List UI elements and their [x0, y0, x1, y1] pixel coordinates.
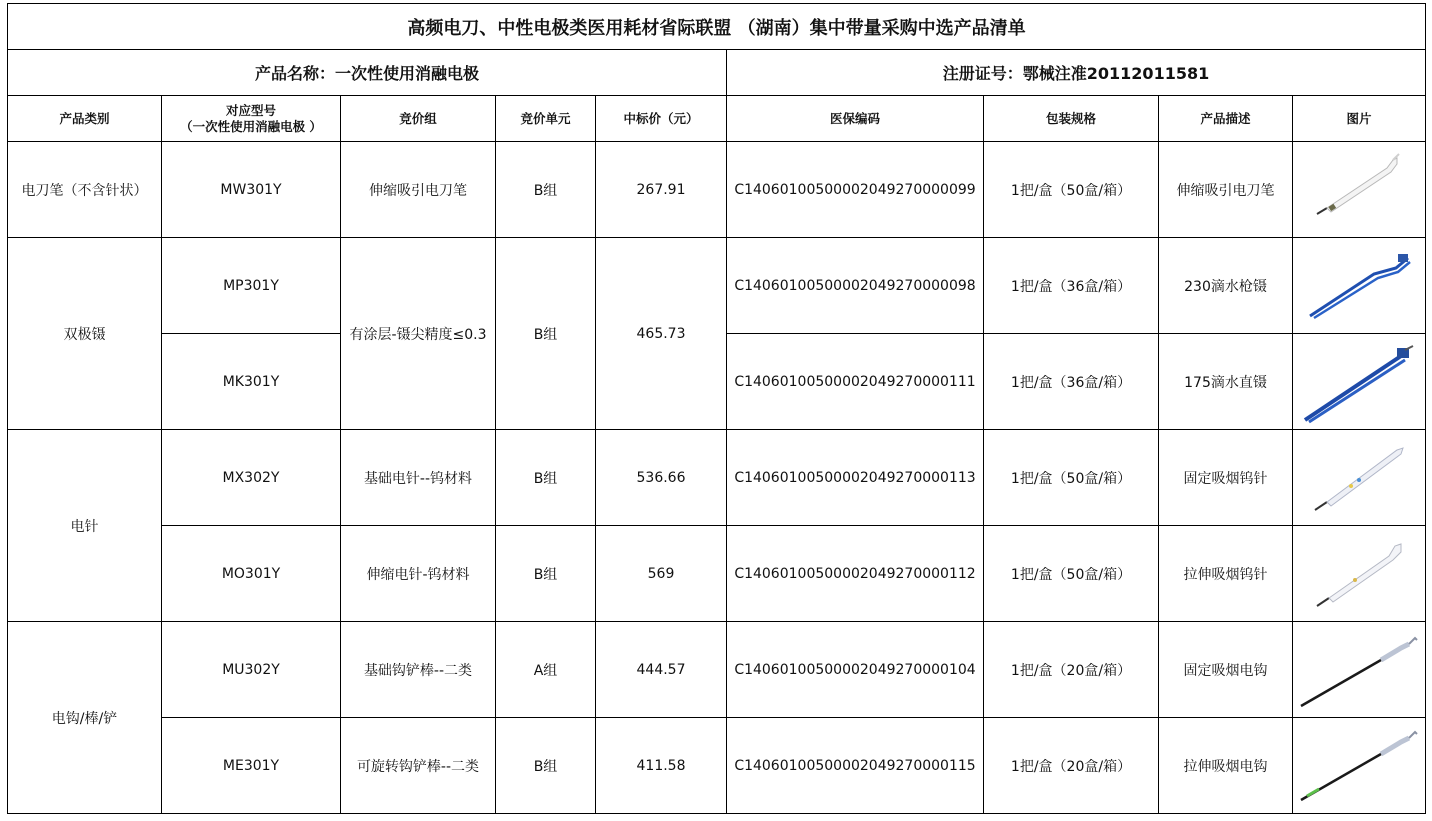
header-insurance-code: 医保编码 — [727, 96, 984, 142]
bid-unit-cell: B组 — [496, 430, 596, 526]
packaging-cell: 1把/盒（20盒/箱） — [984, 622, 1159, 718]
table-row — [8, 430, 1426, 526]
blue-straight-forceps-icon — [1301, 340, 1417, 424]
bid-group-cell: 基础钩铲棒--二类 — [341, 622, 496, 718]
table-row — [8, 622, 1426, 718]
description-cell: 拉伸吸烟电钩 — [1159, 718, 1293, 814]
table-row — [8, 142, 1426, 238]
insurance-code-cell: C14060100500002049270000115 — [727, 718, 984, 814]
header-category: 产品类别 — [8, 96, 162, 142]
header-description: 产品描述 — [1159, 96, 1293, 142]
registration-number: 注册证号：鄂械注准20112011581 — [727, 50, 1426, 96]
price-cell: 444.57 — [596, 622, 727, 718]
table-row — [8, 526, 1426, 622]
bid-group-cell: 伸缩电针-钨材料 — [341, 526, 496, 622]
product-name-label: 产品名称：一次性使用消融电极 — [8, 50, 727, 96]
model-cell: MO301Y — [162, 526, 341, 622]
bid-unit-cell: B组 — [496, 526, 596, 622]
description-cell: 230滴水枪镊 — [1159, 238, 1293, 334]
bid-unit-cell: A组 — [496, 622, 596, 718]
description-cell: 固定吸烟电钩 — [1159, 622, 1293, 718]
price-cell: 267.91 — [596, 142, 727, 238]
blue-bayonet-forceps-icon — [1304, 246, 1414, 326]
header-bid-unit: 竞价单元 — [496, 96, 596, 142]
bid-unit-cell: B组 — [496, 142, 596, 238]
insurance-code-cell: C14060100500002049270000099 — [727, 142, 984, 238]
table-row — [8, 238, 1426, 334]
image-cell — [1293, 622, 1426, 718]
category-cell: 电针 — [8, 430, 162, 622]
header-packaging: 包装规格 — [984, 96, 1159, 142]
model-cell: MP301Y — [162, 238, 341, 334]
description-cell: 伸缩吸引电刀笔 — [1159, 142, 1293, 238]
header-model — [162, 96, 341, 142]
category-cell: 双极镊 — [8, 238, 162, 430]
insurance-code-cell: C14060100500002049270000098 — [727, 238, 984, 334]
header-model-line1: 对应型号 — [225, 102, 276, 118]
model-cell: MU302Y — [162, 622, 341, 718]
packaging-cell: 1把/盒（36盒/箱） — [984, 238, 1159, 334]
white-pen-electrode-icon — [1309, 150, 1409, 230]
model-cell: MK301Y — [162, 334, 341, 430]
table-row — [8, 718, 1426, 814]
header-model-line2: （一次性使用消融电极 ） — [180, 118, 322, 134]
bid-unit-cell: B组 — [496, 238, 596, 430]
packaging-cell: 1把/盒（20盒/箱） — [984, 718, 1159, 814]
price-cell: 465.73 — [596, 238, 727, 430]
description-cell: 拉伸吸烟钨针 — [1159, 526, 1293, 622]
price-cell: 411.58 — [596, 718, 727, 814]
bid-unit-cell: B组 — [496, 718, 596, 814]
image-cell — [1293, 526, 1426, 622]
insurance-code-cell: C14060100500002049270000111 — [727, 334, 984, 430]
category-cell: 电刀笔（不含针状） — [8, 142, 162, 238]
rotatable-hook-electrode-icon — [1297, 726, 1421, 806]
packaging-cell: 1把/盒（50盒/箱） — [984, 142, 1159, 238]
packaging-cell: 1把/盒（50盒/箱） — [984, 430, 1159, 526]
image-cell — [1293, 238, 1426, 334]
product-list-table — [7, 3, 1426, 814]
bid-group-cell: 伸缩吸引电刀笔 — [341, 142, 496, 238]
model-cell: MW301Y — [162, 142, 341, 238]
insurance-code-cell: C14060100500002049270000113 — [727, 430, 984, 526]
price-cell: 536.66 — [596, 430, 727, 526]
packaging-cell: 1把/盒（50盒/箱） — [984, 526, 1159, 622]
image-cell — [1293, 430, 1426, 526]
bid-group-cell: 基础电针--钨材料 — [341, 430, 496, 526]
description-cell: 175滴水直镊 — [1159, 334, 1293, 430]
insurance-code-cell: C14060100500002049270000112 — [727, 526, 984, 622]
description-cell: 固定吸烟钨针 — [1159, 430, 1293, 526]
telescopic-needle-icon — [1309, 534, 1409, 614]
insurance-code-cell: C14060100500002049270000104 — [727, 622, 984, 718]
price-cell: 569 — [596, 526, 727, 622]
packaging-cell: 1把/盒（36盒/箱） — [984, 334, 1159, 430]
image-cell — [1293, 718, 1426, 814]
smoke-evac-needle-icon — [1309, 438, 1409, 518]
header-price: 中标价（元） — [596, 96, 727, 142]
header-bid-group: 竞价组 — [341, 96, 496, 142]
header-image: 图片 — [1293, 96, 1426, 142]
image-cell — [1293, 142, 1426, 238]
model-cell: ME301Y — [162, 718, 341, 814]
category-cell: 电钩/棒/铲 — [8, 622, 162, 814]
bid-group-cell: 可旋转钩铲棒--二类 — [341, 718, 496, 814]
black-hook-electrode-icon — [1297, 630, 1421, 710]
model-cell: MX302Y — [162, 430, 341, 526]
image-cell — [1293, 334, 1426, 430]
sheet-title: 高频电刀、中性电极类医用耗材省际联盟 （湖南）集中带量采购中选产品清单 — [8, 4, 1426, 50]
bid-group-cell: 有涂层-镊尖精度≤0.3 — [341, 238, 496, 430]
